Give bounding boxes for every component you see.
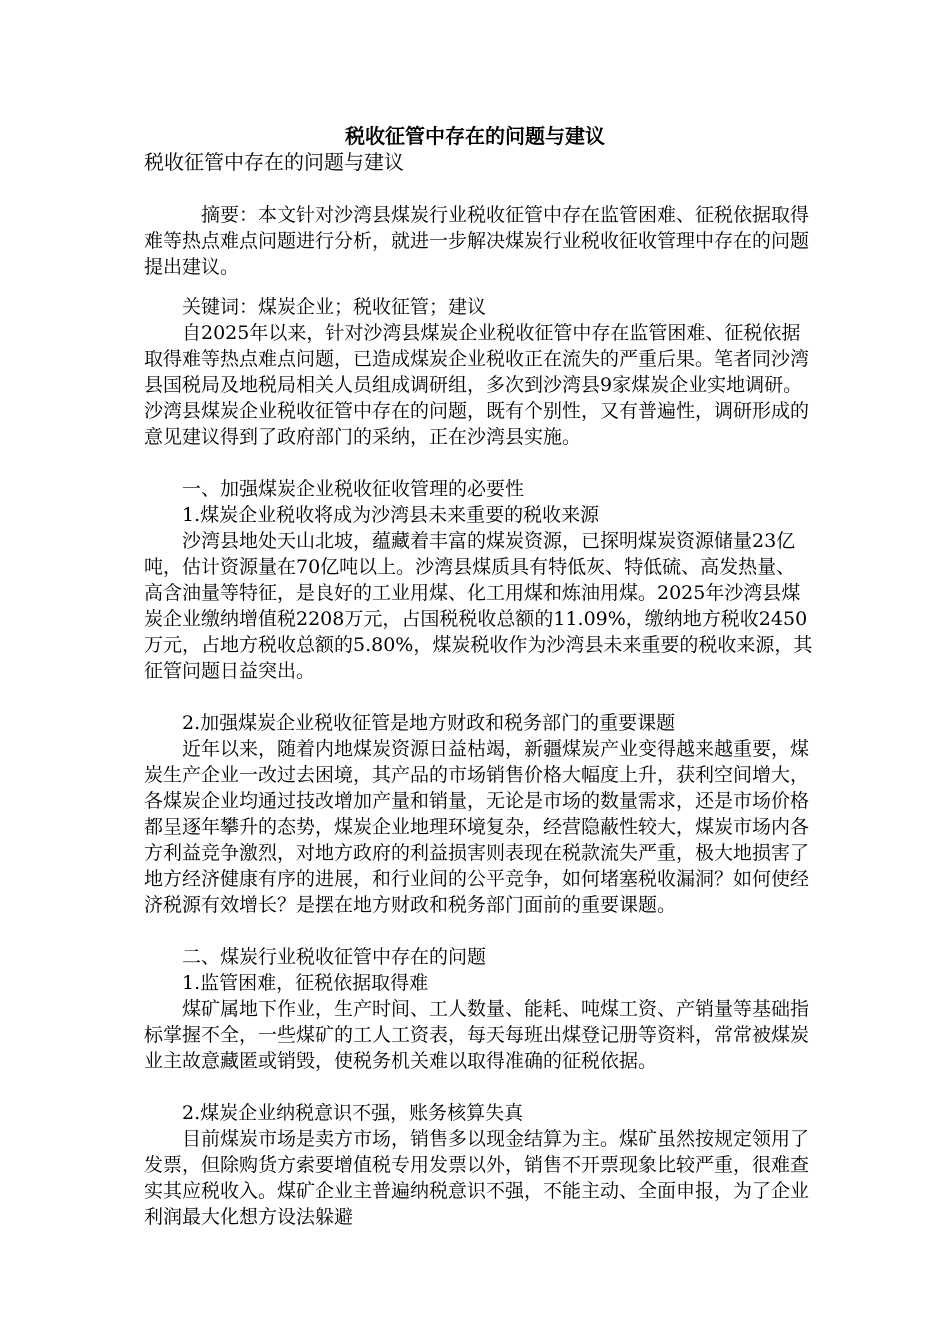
document-title: 税收征管中存在的问题与建议 bbox=[345, 124, 605, 148]
section-1-2-heading: 2.加强煤炭企业税收征管是地方财政和税务部门的重要课题 bbox=[182, 712, 676, 734]
section-2-1-body: 煤矿属地下作业，生产时间、工人数量、能耗、吨煤工资、产销量等基础指标掌握不全，一些煤矿的工人工资表，每天每班出煤登记册等资料，常常被煤炭业主故意藏匿或销毁，使税务机关难以取得准确的征税依据。 bbox=[144, 998, 810, 1072]
section-1-2-body: 近年以来，随着内地煤炭资源日益枯竭，新疆煤炭产业变得越来越重要，煤炭生产企业一改过去困境，其产品的市场销售价格大幅度上升，获利空间增大，各煤炭企业均通过技改增加产量和销量，无论是市场的数量需求，还是市场价格都呈逐年攀升的态势，煤炭企业地理环境复杂，经营隐蔽性较大，煤炭市场内各方利益竞争激烈，对地方政府的利益损害则表现在税款流失严重，极大地损害了地方经济健康有序的进展，和行业间的公平竞争，如何堵塞税收漏洞？如何使经济税源有效增长？是摆在地方财政和税务部门面前的重要课题。 bbox=[144, 738, 810, 916]
section-2-1-heading: 1.监管困难，征税依据取得难 bbox=[182, 972, 429, 994]
section-2-2-body: 目前煤炭市场是卖方市场，销售多以现金结算为主。煤矿虽然按规定领用了发票，但除购货方索要增值税专用发票以外，销售不开票现象比较严重，很难查实其应税收入。煤矿企业主普遍纳税意识不强，不能主动、全面申报，为了企业利润最大化想方设法躲避 bbox=[144, 1128, 810, 1228]
document-subtitle: 税收征管中存在的问题与建议 bbox=[144, 150, 404, 174]
section-1-1-heading: 1.煤炭企业税收将成为沙湾县未来重要的税收来源 bbox=[182, 504, 600, 526]
abstract-paragraph: 摘要：本文针对沙湾县煤炭行业税收征管中存在监管困难、征税依据取得难等热点难点问题进行分析，就进一步解决煤炭行业税收征收管理中存在的问题提出建议。 bbox=[144, 204, 810, 278]
section-2-heading: 二、煤炭行业税收征管中存在的问题 bbox=[182, 946, 487, 968]
keywords-line: 关键词：煤炭企业；税收征管；建议 bbox=[182, 296, 487, 318]
section-2-2-heading: 2.煤炭企业纳税意识不强，账务核算失真 bbox=[182, 1102, 524, 1124]
intro-paragraph: 自2025年以来，针对沙湾县煤炭企业税收征管中存在监管困难、征税依据取得难等热点难点问题，已造成煤炭企业税收正在流失的严重后果。笔者同沙湾县国税局及地税局相关人员组成调研组，多次到沙湾县9家煤炭企业实地调研。沙湾县煤炭企业税收征管中存在的问题，既有个别性，又有普遍性，调研形成的意见建议得到了政府部门的采纳，正在沙湾县实施。 bbox=[144, 322, 810, 448]
section-1-1-body: 沙湾县地处天山北坡，蕴藏着丰富的煤炭资源，已探明煤炭资源储量23亿吨，估计资源量在70亿吨以上。沙湾县煤质具有特低灰、特低硫、高发热量、高含油量等特征，是良好的工业用煤、化工用煤和炼油用煤。2025年沙湾县煤炭企业缴纳增值税2208万元，占国税税收总额的11.09%，缴纳地方税收2450万元，占地方税收总额的5.80%，煤炭税收作为沙湾县未来重要的税收来源，其征管问题日益突出。 bbox=[144, 530, 813, 682]
section-1-heading: 一、加强煤炭企业税收征收管理的必要性 bbox=[182, 478, 525, 500]
